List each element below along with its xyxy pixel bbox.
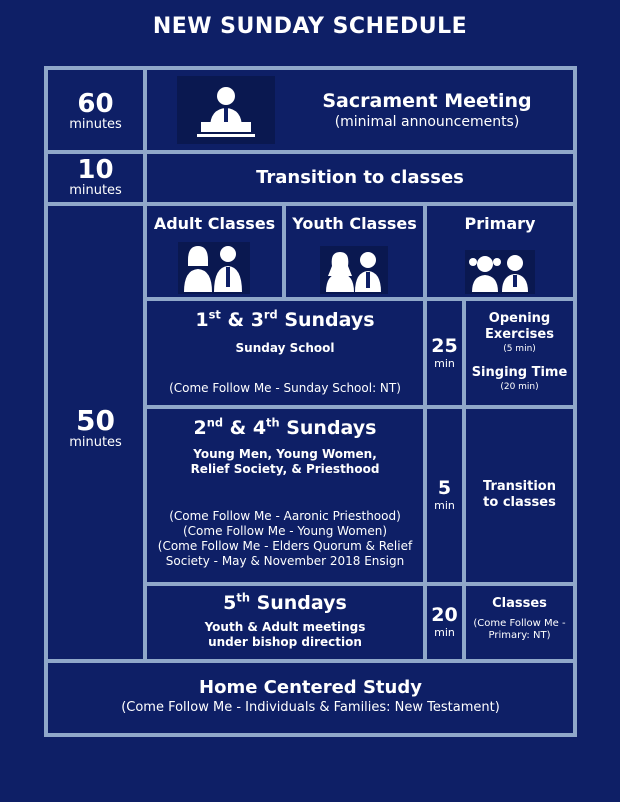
fifth-subtitle-line2: under bishop direction (208, 635, 362, 649)
second-fourth-sundays-cell (147, 409, 423, 582)
primary-row3-cell (466, 586, 573, 659)
transition-duration-unit: minutes (69, 183, 122, 198)
second-fourth-subtitle-line2: Relief Society, & Priesthood (190, 462, 380, 476)
ordinal-1: 1 (195, 309, 209, 331)
ordinal-5: 5 (223, 592, 237, 614)
note-ensign: Society - May & November 2018 Ensign (165, 554, 405, 568)
transition-duration-number: 10 (77, 155, 114, 185)
primary-row3-minutes-number: 20 (431, 604, 458, 626)
ordinal-1-suffix: st (208, 307, 221, 322)
opening-exercises-line2: Exercises (485, 327, 554, 342)
second-fourth-subtitle-line1: Young Men, Young Women, (193, 447, 377, 461)
primary-row1-minutes-cell (427, 301, 462, 405)
opening-exercises-note: (5 min) (503, 344, 536, 354)
sacrament-duration-unit: minutes (69, 117, 122, 132)
opening-exercises-line1: Opening (488, 311, 551, 326)
classes-duration-unit: minutes (69, 435, 122, 450)
sacrament-cell (147, 70, 573, 150)
first-third-sundays-heading (147, 309, 423, 331)
primary-row1-minutes-unit: min (434, 357, 455, 370)
sundays-word: Sundays (279, 417, 377, 439)
primary-row1-minutes-number: 25 (431, 335, 458, 357)
singing-time-label: Singing Time (471, 365, 568, 380)
ordinal-connector: & (223, 417, 253, 439)
primary-classes-note-line1: (Come Follow Me - (473, 618, 566, 629)
transition-label: Transition to classes (256, 167, 464, 188)
primary-label: Primary (464, 214, 536, 233)
second-fourth-notes (147, 509, 423, 569)
fifth-subtitle-line1: Youth & Adult meetings (204, 620, 366, 634)
sacrament-duration-cell (48, 70, 143, 150)
primary-header (427, 206, 573, 297)
home-study-cell (48, 663, 573, 733)
sacrament-duration-number: 60 (77, 89, 114, 119)
youth-classes-header (286, 206, 423, 297)
primary-row2-minutes-number: 5 (437, 477, 452, 499)
primary-row3-minutes-unit: min (434, 626, 455, 639)
sundays-word: Sundays (249, 592, 347, 614)
primary-row2-cell (466, 409, 573, 582)
primary-transition-line2: to classes (483, 495, 556, 510)
fifth-sundays-cell (147, 586, 423, 659)
primary-classes-note-line2: Primary: NT) (488, 630, 551, 641)
schedule-grid (44, 66, 577, 737)
sacrament-meeting-note: (minimal announcements) (334, 114, 520, 130)
ordinal-4-suffix: th (266, 415, 280, 430)
fifth-sundays-heading (147, 592, 423, 614)
primary-row2-minutes-cell (427, 409, 462, 582)
ordinal-4: 4 (252, 417, 267, 439)
page-title: NEW SUNDAY SCHEDULE (152, 14, 468, 39)
primary-row3-minutes-cell (427, 586, 462, 659)
adult-classes-header (147, 206, 282, 297)
primary-transition-line1: Transition (483, 479, 556, 494)
sunday-school-note: (Come Follow Me - Sunday School: NT) (169, 381, 401, 395)
singing-time-note: (20 min) (500, 382, 539, 392)
sacrament-meeting-title: Sacrament Meeting (322, 90, 532, 112)
note-elders-quorum: (Come Follow Me - Elders Quorum & Relief (157, 539, 413, 553)
adult-classes-label: Adult Classes (153, 214, 276, 233)
classes-duration-cell (48, 206, 143, 659)
primary-row2-minutes-unit: min (434, 499, 455, 512)
note-young-women: (Come Follow Me - Young Women) (182, 524, 388, 538)
ordinal-2-suffix: nd (206, 415, 223, 430)
home-study-title: Home Centered Study (199, 677, 422, 698)
sunday-school-label: Sunday School (235, 341, 335, 355)
youth-classes-label: Youth Classes (292, 214, 417, 233)
second-fourth-sundays-heading (147, 417, 423, 439)
classes-duration-number: 50 (76, 404, 115, 437)
first-third-sundays-cell (147, 301, 423, 405)
transition-cell (147, 154, 573, 202)
sundays-word: Sundays (277, 309, 375, 331)
ordinal-connector: & (220, 309, 251, 331)
transition-duration-cell (48, 154, 143, 202)
primary-row1-cell (466, 301, 573, 405)
home-study-note: (Come Follow Me - Individuals & Families: New Testament) (121, 700, 500, 715)
note-aaronic-priesthood: (Come Follow Me - Aaronic Priesthood) (169, 509, 401, 523)
ordinal-3-suffix: rd (263, 307, 278, 322)
speaker-at-pulpit-icon (177, 76, 275, 144)
ordinal-5-suffix: th (236, 590, 250, 605)
ordinal-2: 2 (193, 417, 207, 439)
adult-couple-icon (178, 242, 250, 294)
children-icon (465, 250, 535, 294)
primary-classes-label: Classes (492, 596, 547, 611)
youth-couple-icon (320, 246, 388, 294)
ordinal-3: 3 (250, 309, 264, 331)
